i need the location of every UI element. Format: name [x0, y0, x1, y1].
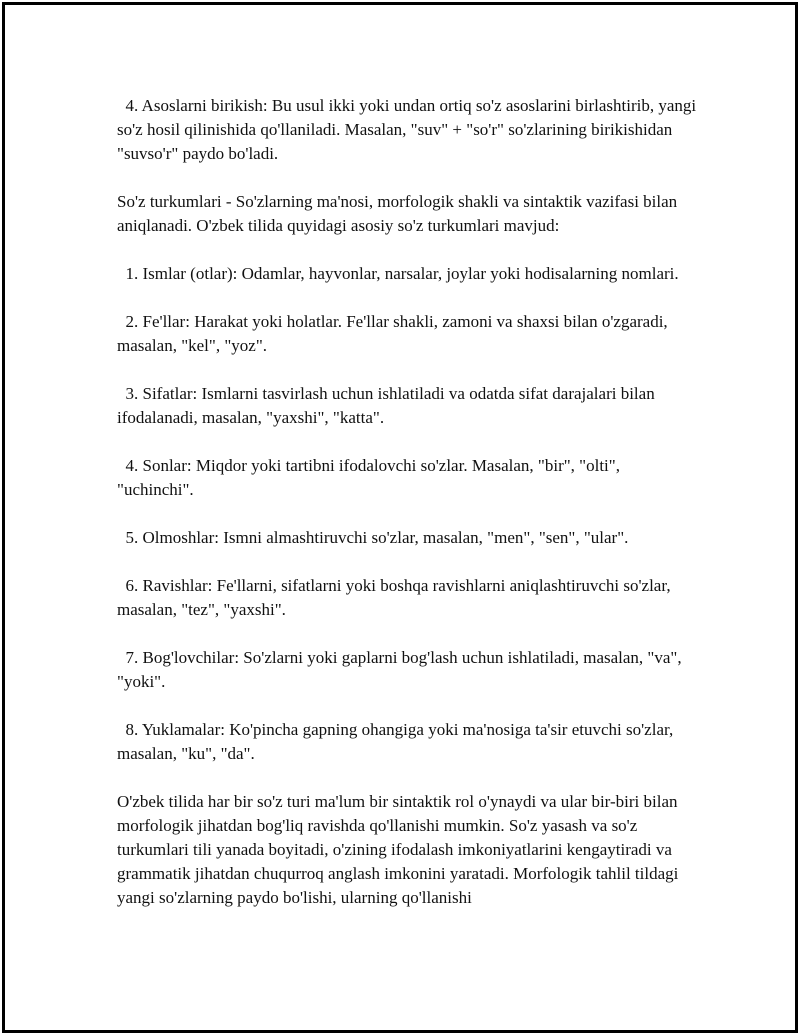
paragraph-pronouns: 5. Olmoshlar: Ismni almashtiruvchi so'zlar, masalan, "men", "sen", "ular".	[117, 528, 629, 547]
paragraph-nouns: 1. Ismlar (otlar): Odamlar, hayvonlar, narsalar, joylar yoki hodisalarning nomlari.	[117, 264, 679, 283]
paragraph-numerals: 4. Sonlar: Miqdor yoki tartibni ifodalovchi so'zlar. Masalan, "bir", "olti", "uchinchi".	[117, 456, 625, 499]
paragraph-verbs: 2. Fe'llar: Harakat yoki holatlar. Fe'llar shakli, zamoni va shaxsi bilan o'zgaradi, masalan, "kel", "yoz".	[117, 312, 672, 355]
paragraph-compounding: 4. Asoslarni birikish: Bu usul ikki yoki undan ortiq so'z asoslarini birlashtirib, yangi so'z hosil qilinishida qo'llaniladi. Masalan, "suv" + "so'r" so'zlarining birikishidan "suvso'r" paydo bo'ladi.	[117, 96, 701, 163]
paragraph-adjectives: 3. Sifatlar: Ismlarni tasvirlash uchun ishlatiladi va odatda sifat darajalari bilan ifodalanadi, masalan, "yaxshi", "katta".	[117, 384, 659, 427]
document-body	[117, 94, 701, 910]
paragraph-word-classes-intro: So'z turkumlari - So'zlarning ma'nosi, morfologik shakli va sintaktik vazifasi bilan aniqlanadi. O'zbek tilida quyidagi asosiy so'z turkumlari mavjud:	[117, 192, 682, 235]
paragraph-conjunctions: 7. Bog'lovchilar: So'zlarni yoki gaplarni bog'lash uchun ishlatiladi, masalan, "va", "yoki".	[117, 648, 686, 691]
paragraph-adverbs: 6. Ravishlar: Fe'llarni, sifatlarni yoki boshqa ravishlarni aniqlashtiruvchi so'zlar, masalan, "tez", "yaxshi".	[117, 576, 675, 619]
paragraph-particles: 8. Yuklamalar: Ko'pincha gapning ohangiga yoki ma'nosiga ta'sir etuvchi so'zlar, masalan, "ku", "da".	[117, 720, 678, 763]
paragraph-conclusion: O'zbek tilida har bir so'z turi ma'lum bir sintaktik rol o'ynaydi va ular bir-biri bilan morfologik jihatdan bog'liq ravishda qo'llanishi mumkin. So'z yasash va so'z turkumlari tili yanada boyitadi, o'zining ifodalash imkoniyatlarini kengaytiradi va grammatik jihatdan chuqurroq anglash imkonini yaratadi. Morfologik tahlil tildagi yangi so'zlarning paydo bo'lishi, ularning qo'llanishi	[117, 792, 683, 907]
